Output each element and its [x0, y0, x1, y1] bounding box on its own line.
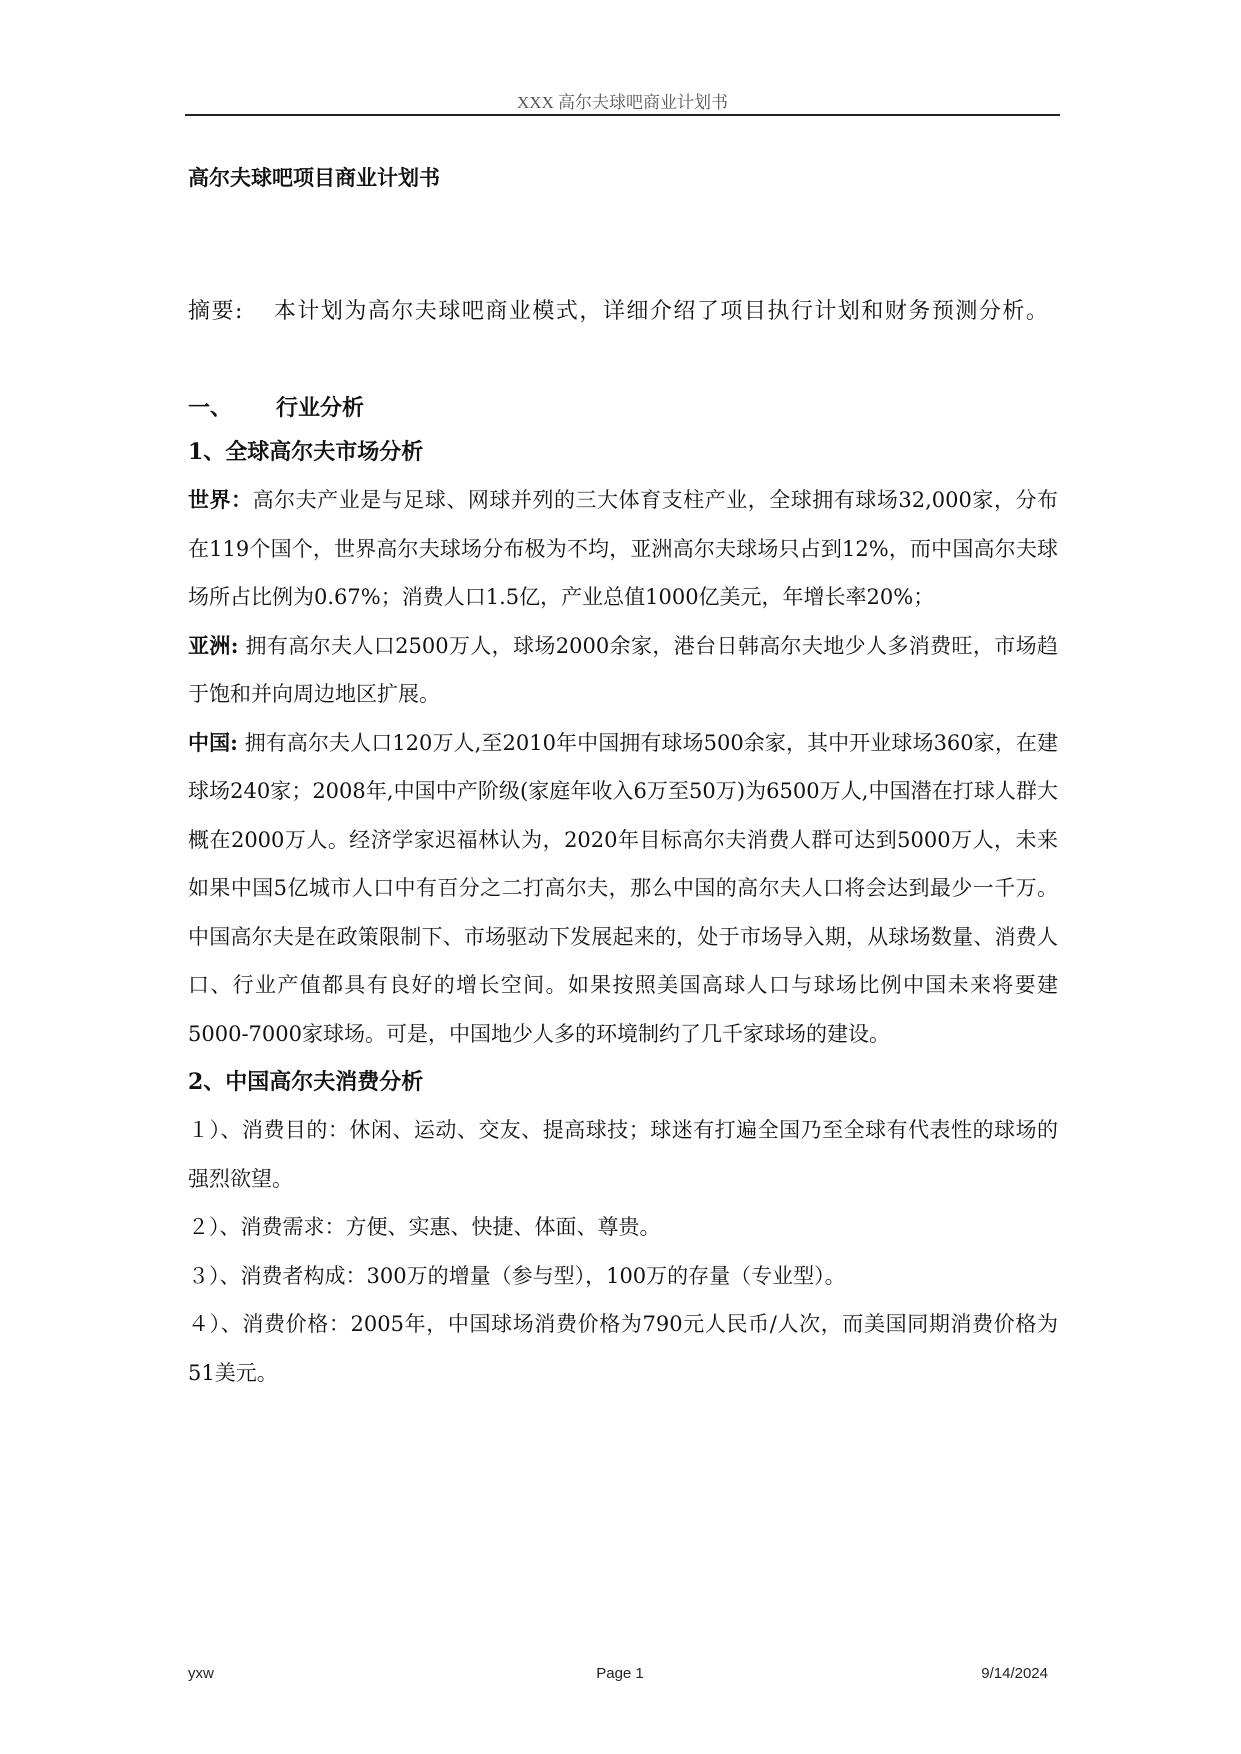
china-label: 中国: [188, 729, 238, 755]
header-divider [185, 114, 1060, 116]
document-body [188, 160, 1058, 1397]
list-item: ４）、消费价格：2005年，中国球场消费价格为790元人民币/人次，而美国同期消费价格为51美元。 [188, 1312, 1058, 1385]
page-header: XXX 高尔夫球吧商业计划书 [516, 93, 729, 112]
abstract-text: 本计划为高尔夫球吧商业模式，详细介绍了项目执行计划和财务预测分析。 [273, 299, 1050, 324]
document-title: 高尔夫球吧项目商业计划书 [188, 165, 440, 190]
section-heading-industry [188, 388, 1058, 428]
footer-date: 9/14/2024 [981, 1665, 1048, 1682]
paragraph-china [188, 719, 1058, 1059]
paragraph-world [188, 476, 1058, 622]
section-number: 一、 [188, 395, 233, 421]
subheading-global-market: 1、全球高尔夫市场分析 [188, 439, 424, 465]
abstract-label: 摘要: [188, 299, 244, 324]
asia-text: 拥有高尔夫人口2500万人，球场2000余家，港台日韩高尔夫地少人多消费旺，市场趋于饱和并向周边地区扩展。 [188, 633, 1058, 706]
footer-page-number: Page 1 [596, 1665, 644, 1682]
asia-label: 亚洲: [188, 632, 239, 658]
list-item: ２）、消费需求：方便、实惠、快捷、体面、尊贵。 [188, 1215, 661, 1239]
subheading-china-consumption: 2、中国高尔夫消费分析 [188, 1069, 424, 1095]
list-item: １）、消费目的：休闲、运动、交友、提高球技；球迷有打遍全国乃至全球有代表性的球场的强烈欲望。 [188, 1118, 1058, 1191]
footer-author: yxw [188, 1665, 214, 1682]
world-label: 世界： [188, 487, 253, 512]
section-title: 行业分析 [276, 395, 365, 421]
abstract-paragraph [188, 288, 1058, 336]
world-text: 高尔夫产业是与足球、网球并列的三大体育支柱产业，全球拥有球场32,000家，分布在119个国个，世界高尔夫球场分布极为不均，亚洲高尔夫球场只占到12%，而中国高尔夫球场所占比例为0.67%；消费人口1.5亿，产业总值1000亿美元，年增长率20%； [188, 488, 1059, 609]
list-item: ３）、消费者构成：300万的增量（参与型），100万的存量（专业型）。 [188, 1263, 846, 1288]
paragraph-asia [188, 622, 1058, 719]
china-text: 拥有高尔夫人口120万人,至2010年中国拥有球场500余家，其中开业球场360家，在建球场240家；2008年,中国中产阶级(家庭年收入6万至50万)为6500万人,中国潜在打球人群大概在2000万人。经济学家迟福林认为，2020年目标高尔夫消费人群可达到5000万人，未来如果中国5亿城市人口中有百分之二打高尔夫，那么中国的高尔夫人口将会达到最少一千万。中国高尔夫是在政策限制下、市场驱动下发展起来的，处于市场导入期，从球场数量、消费人口、行业产值都具有良好的增长空间。如果按照美国高球人口与球场比例中国未来将要建5000-7000家球场。可是，中国地少人多的环境制约了几千家球场的建设。 [188, 730, 1058, 1046]
